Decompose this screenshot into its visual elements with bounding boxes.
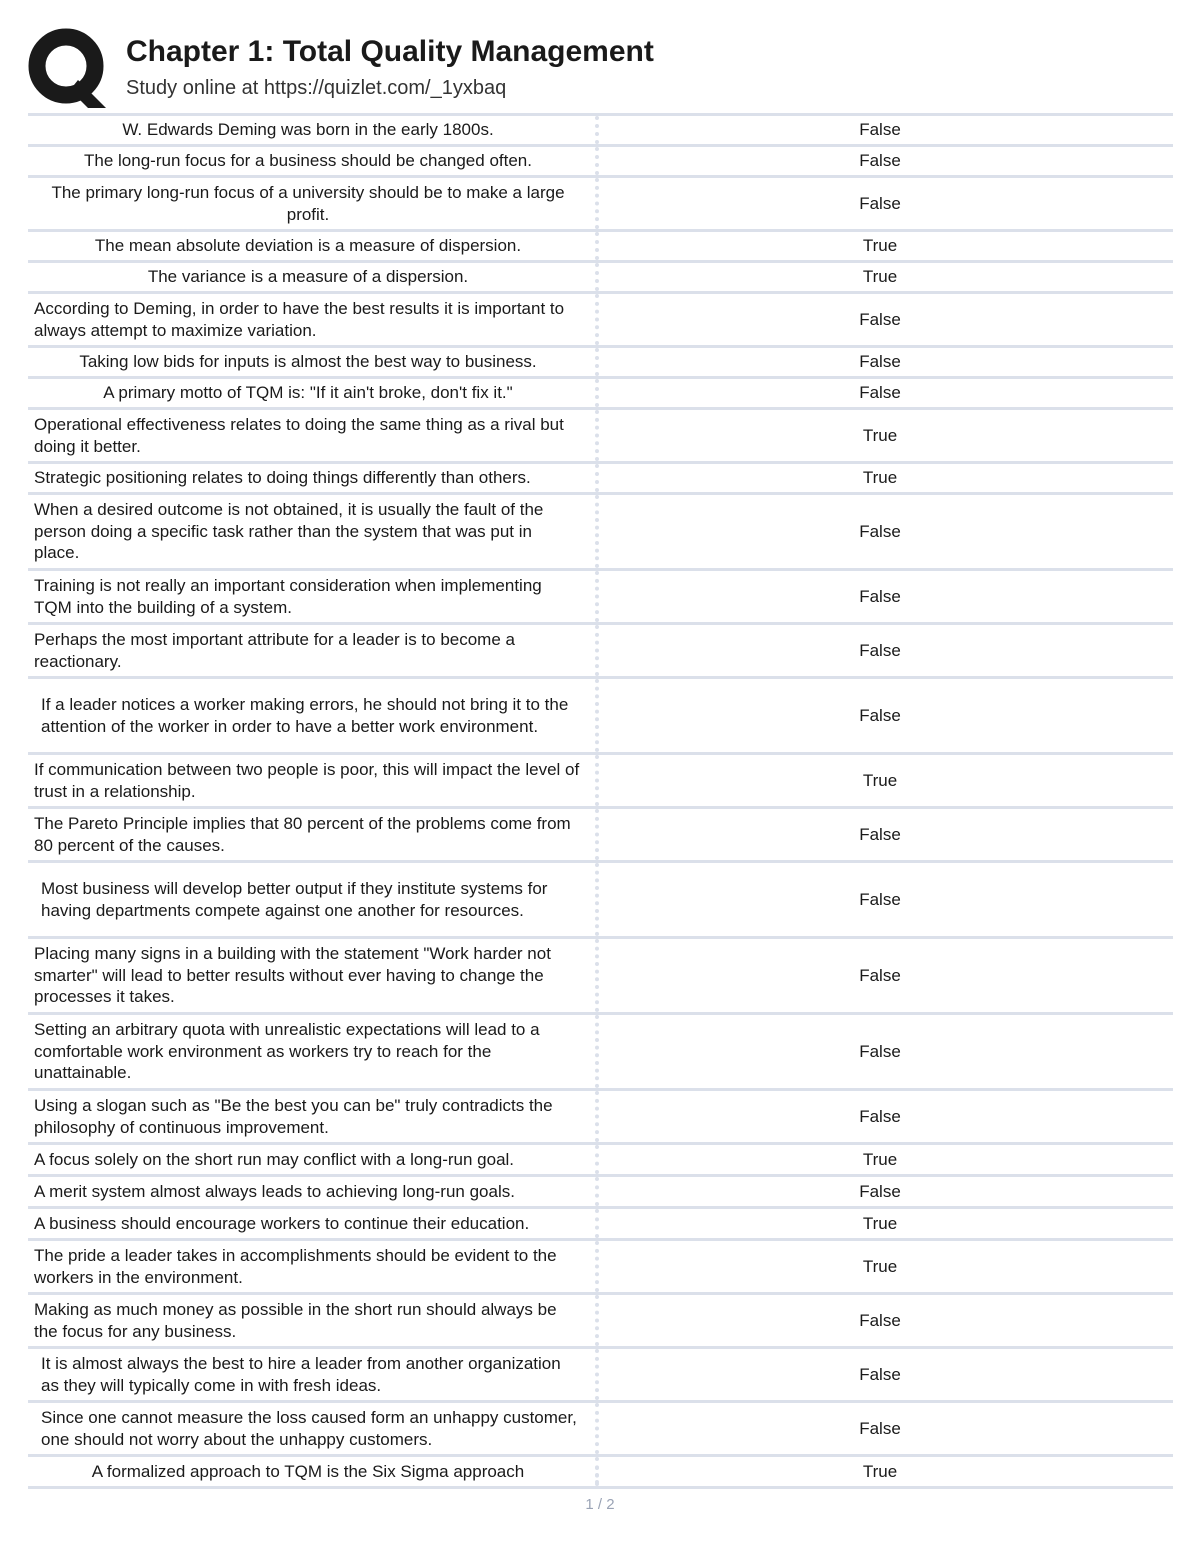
card-definition: True [862, 425, 898, 445]
card-term: When a desired outcome is not obtained, it is usually the fault of the person doing a specific task rather than the system that was put in place. [34, 500, 544, 563]
table-row [28, 495, 1173, 571]
card-definition: False [859, 586, 901, 606]
card-definition: True [862, 1461, 898, 1481]
card-definition: True [862, 1213, 898, 1233]
card-term: Since one cannot measure the loss caused form an unhappy customer, one should not worry about the unhappy customers. [41, 1408, 577, 1449]
table-row [28, 1403, 1173, 1457]
table-row [28, 809, 1173, 863]
page-number: 1 / 2 [585, 1496, 615, 1513]
card-definition: True [862, 468, 898, 488]
table-row [28, 571, 1173, 625]
table-row [28, 679, 1173, 755]
card-definition: False [859, 383, 901, 403]
table-row [28, 1457, 1173, 1489]
quizlet-logo-icon [28, 28, 110, 110]
table-row [28, 410, 1173, 464]
table-row [28, 147, 1173, 178]
card-definition: True [862, 236, 898, 256]
table-row [28, 348, 1173, 379]
card-definition: True [862, 1149, 898, 1169]
card-definition: False [859, 824, 901, 844]
table-row [28, 1349, 1173, 1403]
card-definition: True [862, 1256, 898, 1276]
card-term: The primary long-run focus of a university should be to make a large profit. [51, 183, 565, 224]
card-term: The pride a leader takes in accomplishments should be evident to the workers in the environment. [34, 1246, 557, 1287]
card-definition: False [859, 352, 901, 372]
table-row [28, 755, 1173, 809]
flashcard-table [28, 113, 1173, 1489]
table-row [28, 178, 1173, 232]
card-definition: False [859, 1310, 901, 1330]
card-definition: False [859, 1181, 901, 1201]
card-term: If a leader notices a worker making errors, he should not bring it to the attention of the worker in order to have a better work environment. [41, 695, 569, 736]
table-row [28, 1241, 1173, 1295]
table-row [28, 232, 1173, 263]
card-definition: False [859, 705, 901, 725]
card-definition: False [859, 193, 901, 213]
card-term: Operational effectiveness relates to doing the same thing as a rival but doing it better. [34, 415, 564, 456]
card-term: Most business will develop better output if they institute systems for having departments compete against one another for resources. [41, 879, 548, 920]
card-definition: False [859, 1364, 901, 1384]
card-term: The mean absolute deviation is a measure of dispersion. [94, 236, 522, 256]
card-definition: False [859, 889, 901, 909]
card-term: A focus solely on the short run may conflict with a long-run goal. [34, 1149, 515, 1169]
card-definition: False [859, 120, 901, 140]
table-row [28, 863, 1173, 939]
card-definition: False [859, 521, 901, 541]
card-definition: False [859, 309, 901, 329]
table-row [28, 1209, 1173, 1241]
card-definition: False [859, 965, 901, 985]
card-definition: True [862, 267, 898, 287]
table-row [28, 464, 1173, 495]
card-term: A primary motto of TQM is: "If it ain't broke, don't fix it." [103, 383, 513, 403]
card-definition: True [862, 770, 898, 790]
column-divider-tail [595, 1466, 599, 1484]
card-term: If communication between two people is poor, this will impact the level of trust in a relationship. [34, 760, 580, 801]
card-term: Setting an arbitrary quota with unrealistic expectations will lead to a comfortable work environment as workers try to reach for the unattainable. [34, 1020, 540, 1083]
title-block [126, 34, 654, 100]
table-row [28, 1145, 1173, 1177]
card-term: Strategic positioning relates to doing things differently than others. [34, 468, 531, 488]
card-term: W. Edwards Deming was born in the early 1800s. [122, 120, 494, 140]
table-row [28, 1295, 1173, 1349]
table-row [28, 379, 1173, 410]
card-term: According to Deming, in order to have the best results it is important to always attempt to maximize variation. [34, 299, 565, 340]
table-row [28, 1177, 1173, 1209]
card-definition: False [859, 640, 901, 660]
study-link[interactable]: Study online at https://quizlet.com/_1yxbaq [126, 77, 507, 99]
table-row [28, 939, 1173, 1015]
card-term: Taking low bids for inputs is almost the best way to business. [79, 352, 537, 372]
table-row [28, 294, 1173, 348]
card-term: Training is not really an important consideration when implementing TQM into the building of a system. [34, 576, 542, 617]
table-row [28, 1091, 1173, 1145]
card-term: The Pareto Principle implies that 80 percent of the problems come from 80 percent of the causes. [34, 814, 571, 855]
table-row [28, 263, 1173, 294]
card-definition: False [859, 1041, 901, 1061]
card-term: Making as much money as possible in the short run should always be the focus for any business. [34, 1300, 557, 1341]
table-row [28, 1015, 1173, 1091]
card-definition: False [859, 1106, 901, 1126]
card-definition: False [859, 1418, 901, 1438]
card-term: Perhaps the most important attribute for a leader is to become a reactionary. [34, 630, 515, 671]
card-term: It is almost always the best to hire a leader from another organization as they will typically come in with fresh ideas. [41, 1354, 561, 1395]
card-term: The long-run focus for a business should be changed often. [84, 151, 532, 171]
card-term: Placing many signs in a building with the statement "Work harder not smarter" will lead to better results without ever having to change the processes it takes. [34, 944, 551, 1007]
card-term: A formalized approach to TQM is the Six Sigma approach [91, 1461, 525, 1481]
page-title: Chapter 1: Total Quality Management [126, 35, 654, 68]
card-term: A business should encourage workers to continue their education. [34, 1213, 530, 1233]
table-row [28, 625, 1173, 679]
table-row [28, 116, 1173, 147]
card-term: Using a slogan such as "Be the best you can be" truly contradicts the philosophy of continuous improvement. [34, 1096, 553, 1137]
card-term: A merit system almost always leads to achieving long-run goals. [34, 1181, 515, 1201]
page-header [28, 28, 1178, 110]
card-term: The variance is a measure of a dispersion. [147, 267, 469, 287]
card-definition: False [859, 151, 901, 171]
